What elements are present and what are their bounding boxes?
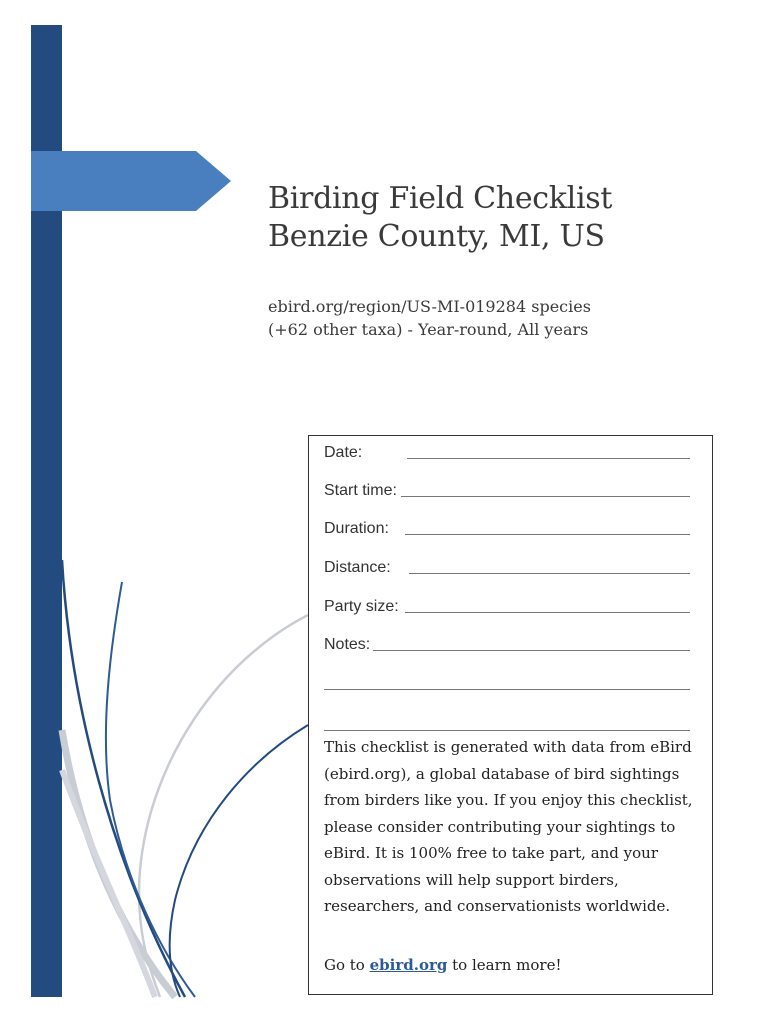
notes-extra-line-2[interactable] — [324, 729, 690, 731]
notes-label: Notes: — [324, 636, 371, 653]
start-time-field[interactable] — [324, 482, 690, 500]
distance-field[interactable] — [324, 559, 690, 577]
distance-label: Distance: — [324, 559, 391, 576]
page-title-line2: Benzie County, MI, US — [268, 219, 605, 254]
date-line[interactable] — [407, 446, 690, 459]
start-time-line[interactable] — [401, 484, 690, 497]
title-block — [268, 180, 612, 256]
subtitle-line1: ebird.org/region/US-MI-019284 species — [268, 297, 591, 316]
duration-line[interactable] — [405, 522, 690, 535]
subtitle-line2: (+62 other taxa) - Year-round, All years — [268, 320, 589, 339]
start-time-label: Start time: — [324, 482, 397, 499]
goto-prefix: Go to — [324, 956, 370, 974]
ebird-link[interactable]: ebird.org — [369, 956, 448, 974]
checklist-form — [308, 435, 713, 995]
page-title-line1: Birding Field Checklist — [268, 181, 613, 216]
notes-extra-line-1[interactable] — [324, 688, 690, 690]
distance-line[interactable] — [409, 561, 690, 574]
goto-line — [324, 956, 562, 974]
duration-field[interactable] — [324, 520, 690, 538]
date-field[interactable] — [324, 444, 690, 462]
info-paragraph: This checklist is generated with data from eBird (ebird.org), a global database of bird sightings from birders like you. If you enjoy this checklist, please consider contributing your sightings to eBird. It is 100% free to take part, and your observations will help support birders, researchers, and conservationists worldwide. — [324, 738, 693, 915]
notes-field[interactable] — [324, 636, 690, 654]
duration-label: Duration: — [324, 520, 389, 537]
date-label: Date: — [324, 444, 363, 461]
party-size-field[interactable] — [324, 598, 690, 616]
party-size-line[interactable] — [405, 600, 690, 613]
notes-line[interactable] — [373, 638, 690, 651]
arrow-banner — [31, 151, 231, 211]
subtitle — [268, 295, 668, 341]
goto-suffix: to learn more! — [447, 956, 562, 974]
party-size-label: Party size: — [324, 598, 399, 615]
